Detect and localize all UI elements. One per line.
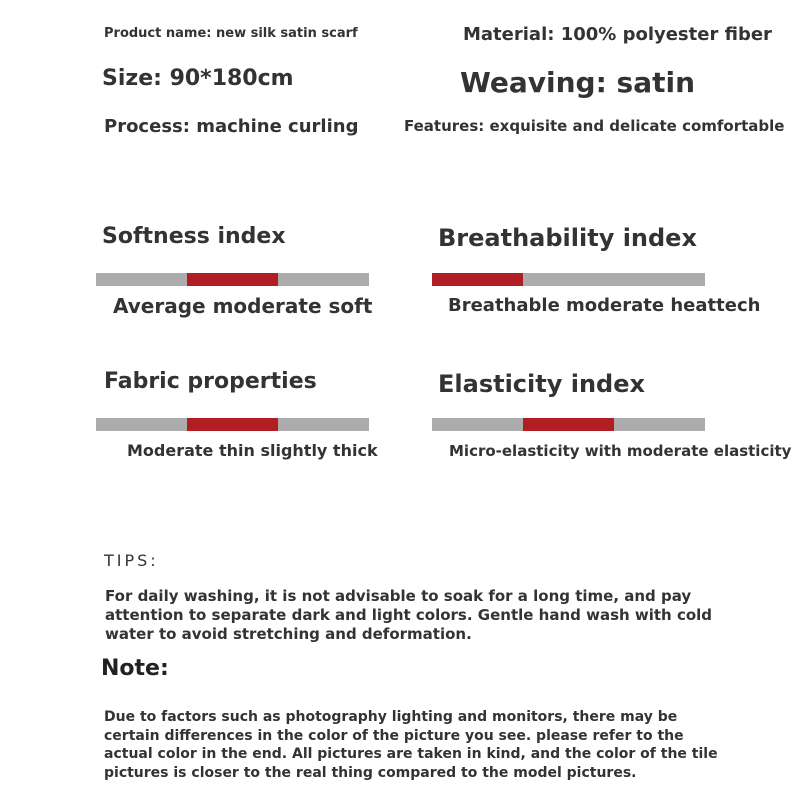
breathability-index-description: Breathable moderate heattech bbox=[448, 295, 761, 316]
process-text: Process: machine curling bbox=[104, 116, 359, 137]
tips-body-text: For daily washing, it is not advisable to soak for a long time, and pay attention to separate dark and light colors. Gentle hand wash with cold water to avoid stretching and deformation. bbox=[105, 587, 713, 643]
features-text: Features: exquisite and delicate comfortable bbox=[404, 117, 785, 135]
weaving-text: Weaving: satin bbox=[460, 66, 696, 99]
softness-index-bar bbox=[96, 273, 369, 286]
fabric-properties-bar bbox=[96, 418, 369, 431]
softness-index-description: Average moderate soft bbox=[113, 294, 373, 318]
softness-index-fill bbox=[187, 273, 278, 286]
material-text: Material: 100% polyester fiber bbox=[463, 24, 772, 45]
fabric-properties-description: Moderate thin slightly thick bbox=[127, 441, 378, 460]
elasticity-index-title: Elasticity index bbox=[438, 370, 645, 398]
tips-heading: TIPS: bbox=[104, 551, 159, 570]
fabric-properties-title: Fabric properties bbox=[104, 369, 317, 394]
size-text: Size: 90*180cm bbox=[102, 66, 294, 91]
elasticity-index-fill bbox=[523, 418, 614, 431]
breathability-index-title: Breathability index bbox=[438, 224, 697, 252]
fabric-properties-fill bbox=[187, 418, 278, 431]
note-body-text: Due to factors such as photography lighting and monitors, there may be certain differences in the color of the picture you see. please refer to the actual color in the end. All pictures are taken in kind, and the color of the tile pictures is closer to the real thing compared to the model pictures. bbox=[104, 709, 718, 781]
product-name-text: Product name: new silk satin scarf bbox=[104, 26, 358, 41]
breathability-index-fill bbox=[432, 273, 523, 286]
breathability-index-bar bbox=[432, 273, 705, 286]
softness-index-title: Softness index bbox=[102, 224, 286, 249]
elasticity-index-description: Micro-elasticity with moderate elasticity bbox=[449, 442, 792, 460]
elasticity-index-bar bbox=[432, 418, 705, 431]
note-heading: Note: bbox=[101, 656, 169, 681]
